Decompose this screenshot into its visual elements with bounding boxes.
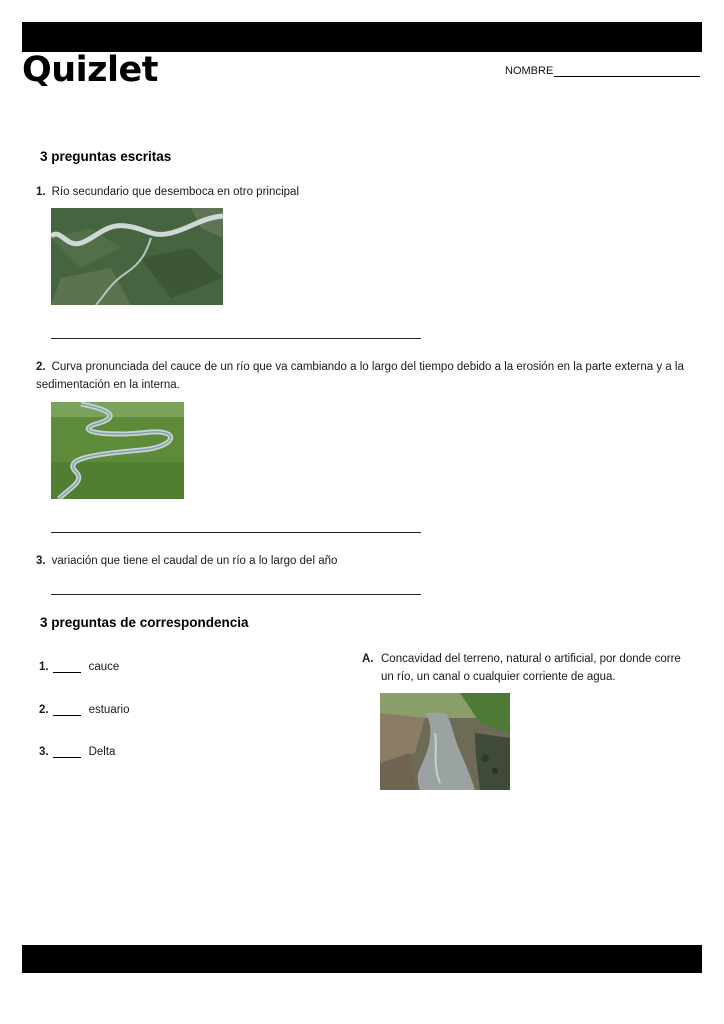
definition-text: Concavidad del terreno, natural o artificial, por donde corre un río, un canal o cualquier corriente de agua. [381,653,681,683]
question-number: 1. [36,186,46,198]
meandering-river-image [51,402,184,499]
written-section-title: 3 preguntas escritas [40,149,172,164]
answer-line-1[interactable] [51,338,421,339]
question-number: 2. [36,361,46,373]
match-term-2 [39,704,130,716]
name-label: NOMBRE [505,65,554,77]
question-number: 3. [36,555,46,567]
question-text: variación que tiene el caudal de un río a lo largo del año [51,555,338,567]
answer-line-3[interactable] [51,594,421,595]
match-term-3 [39,746,115,758]
answer-line-2[interactable] [51,532,421,533]
question-3 [36,552,686,570]
question-1 [36,183,686,201]
aerial-river-confluence-image [51,208,223,305]
match-blank[interactable] [53,662,81,673]
top-bar [22,22,702,52]
name-line [554,65,700,77]
match-term-1 [39,661,119,673]
definition-letter: A. [362,653,374,665]
term-number: 2. [39,704,49,716]
match-blank[interactable] [53,747,81,758]
term-text: Delta [88,746,116,758]
term-text: estuario [88,704,130,716]
matching-section-title: 3 preguntas de correspondencia [40,615,249,630]
question-text: Río secundario que desemboca en otro principal [51,186,299,198]
term-number: 1. [39,661,49,673]
question-2 [36,358,688,394]
name-field [505,65,700,77]
term-text: cauce [88,661,120,673]
question-text: Curva pronunciada del cauce de un río que va cambiando a lo largo del tiempo debido a la erosión en la parte externa y a la sedimentación en la interna. [36,361,684,391]
quizlet-logo: Quizlet [22,50,159,90]
stream-bed-image [380,693,510,790]
term-number: 3. [39,746,49,758]
match-blank[interactable] [53,705,81,716]
definition-a [362,650,682,686]
bottom-bar [22,945,702,973]
